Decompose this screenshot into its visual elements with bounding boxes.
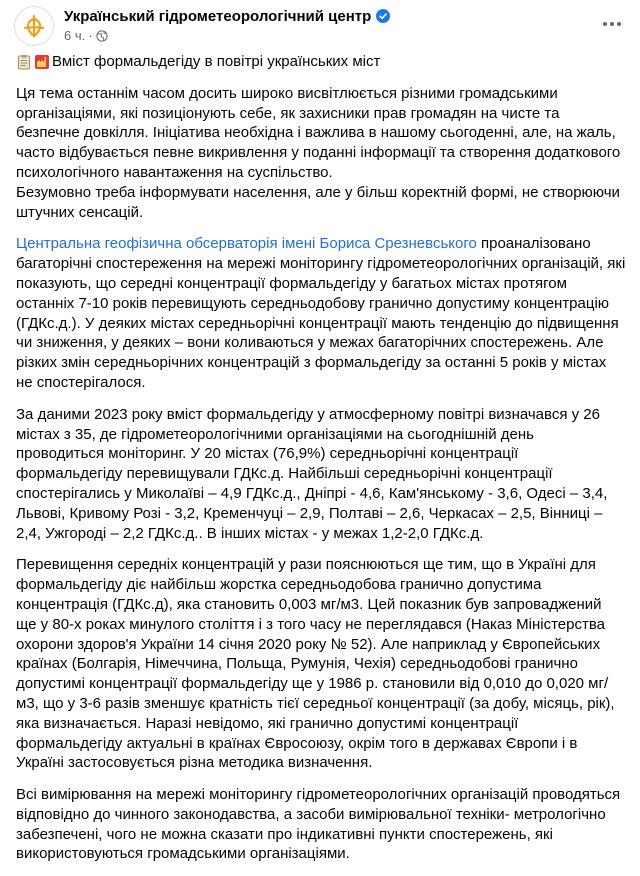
paragraph-2-text: проаналізовано багаторічні спостереження на мережі моніторингу гідрометеорологічних організацій, які показують, що середні концентрації формальдегіду у багатьох містах протягом останніх 7-10 років перевищують середньодобову гранично допустиму концентрацію (ГДКс.д.). У деяких містах середньорічні концентрації мають тенденцію до підвищення чи зниження, у деяких – вони коливаються у межах багаторічних спостережень. Але різких змін середньорічних концентрацій з формальдегіду за останні 5 років у містах не спостерігалося. bbox=[16, 235, 626, 391]
post-paragraph-4: Перевищення середніх концентрацій у рази пояснюються ще тим, що в Україні для формальдегіду діє найбільш жорстка середньодобова гранично допустима концентрація (ГДКс.д), яка становить 0,003 мг/м3. Цей показник був запроваджений ще у 80-х роках минулого століття і з того часу не переглядався (Наказ Міністерства охорони здоров'я України 14 січня 2020 року № 52). Але наприклад у Європейських країнах (Болгарія, Німеччина, Польща, Румунія, Чехія) середньодобові гранично допустимі концентрації формальдегіду ще у 1986 р. становили від 0,010 до 0,020 мг/м3, що у 3-6 разів зменшує кратність тієї середньої концентрації (за добу, місяць, рік), яка визначається. Наразі невідомо, які гранично допустимі концентрації формальдегіду актуальні в країнах Євросоюзу, окрім того в державах Європи і в Україні застосовується різна методика визначення. bbox=[16, 556, 615, 772]
post-paragraph-3: За даними 2023 року вміст формальдегіду у атмосферному повітрі визначався у 26 містах з 35, де гідрометеорологічними організаціями на сьогоднішній день проводиться моніторинг. У 20 містах (76,9%) середньорічні концентрації формальдегіду перевищували ГДКс.д. Найбільші середньорічні концентрації спостерігались у Миколаїві – 4,9 ГДКс.д., Дніпрі - 4,6, Кам'янському - 3,6, Одесі – 3,4, Львові, Кривому Розі - 3,2, Кременчуці – 2,9, Полтаві – 2,6, Черкасах – 2,5, Вінниці – 2,4, Ужгороді – 2,2 ГДКс.д.. В інших містах - у межах 1,2-2,0 ГДКс.д. bbox=[16, 405, 608, 542]
post-paragraph-2 bbox=[16, 234, 626, 392]
verified-badge-icon bbox=[376, 9, 390, 23]
more-options-button[interactable] bbox=[598, 10, 626, 38]
post-meta bbox=[64, 28, 108, 43]
post-title: Вміст формальдегіду в повітрі українських міст bbox=[52, 53, 381, 70]
post-header bbox=[0, 0, 640, 48]
paragraph-1-text: Ця тема останнім часом досить широко висвітлюється різними громадськими організаціями, які позиціонують себе, як захисники прав громадян на чисте та безпечне довкілля. Ініціатива необхідна і важлива в нашому сьогоденні, але, на жаль, часто відбувається певне викривлення у поданні інформації та створення додаткового психологічного навантаження на суспільство. bbox=[16, 84, 621, 181]
post-paragraph-5: Всі вимірювання на мережі моніторингу гідрометеорологічних організацій проводяться відповідно до чинного законодавства, а засоби вимірювальної техніки- метрологічно забезпечені, чого не можна сказати про індикативні пункти спостережень, які використовуються громадськими організаціями. bbox=[16, 786, 621, 863]
paragraph-1b-text: Безумовно треба інформувати населення, але у більш коректній формі, не створюючи штучних сенсацій. bbox=[16, 183, 620, 221]
page-avatar[interactable] bbox=[14, 6, 54, 46]
hydromet-logo-icon bbox=[21, 13, 47, 39]
post-paragraph-1 bbox=[16, 84, 626, 223]
more-dots-icon bbox=[602, 21, 622, 27]
post-content bbox=[16, 52, 626, 876]
clipboard-emoji-icon bbox=[16, 54, 32, 70]
factory-emoji-icon bbox=[34, 54, 50, 70]
observatory-link[interactable]: Центральна геофізична обсерваторія імені Бориса Срезневського bbox=[16, 235, 477, 253]
post-title-line bbox=[16, 52, 626, 72]
page-name[interactable] bbox=[64, 8, 390, 25]
meta-separator: · bbox=[88, 28, 93, 43]
post-time[interactable]: 6 ч. bbox=[64, 28, 86, 43]
page-name-text[interactable]: Український гідрометеорологічний центр bbox=[64, 8, 372, 25]
globe-icon bbox=[96, 30, 108, 42]
